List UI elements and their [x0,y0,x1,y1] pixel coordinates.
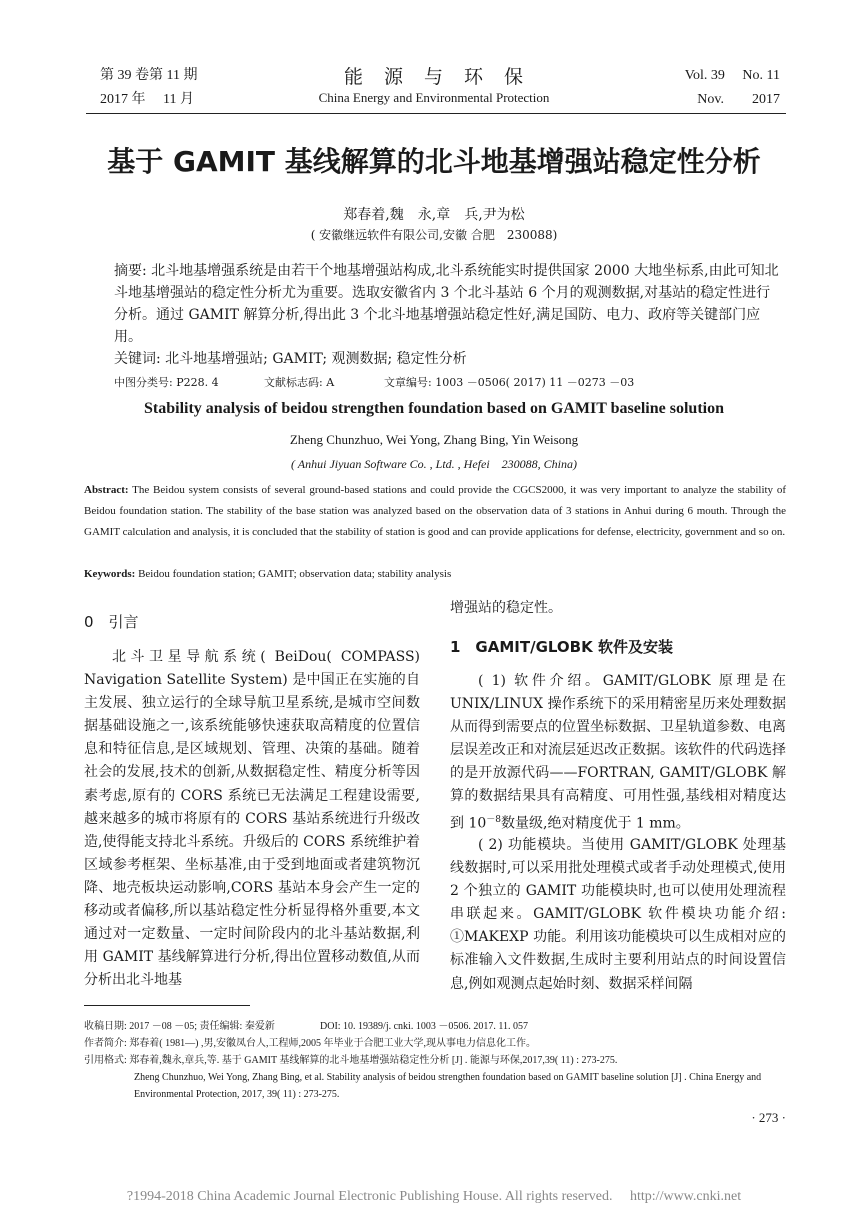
document-code: 文献标志码: A [264,376,335,389]
keywords-cn-text: 北斗地基增强站; GAMIT; 观测数据; 稳定性分析 [160,351,467,367]
section-1-paragraph-1-b: 数量级,绝对精度优于 1 mm。 [501,815,690,832]
issue-volume-en: Vol. 39 No. 11 [684,68,780,83]
keywords-en-label: Keywords: [84,568,136,580]
authors-cn: 郑春着,魏 永,章 兵,尹为松 [343,207,525,223]
section-1-paragraph-2: ( 2) 功能模块。当使用 GAMIT/GLOBK 处理基线数据时,可以采用批处理模式或者手动处理模式,使用 2 个独立的 GAMIT 功能模块时,也可以使用处理流程串联起来。GAMIT/GLOBK 软件模块功能介绍: ①MAKEXP 功能。利用该功能模块可以生成相对应的标准输入文件数据,生成时主要利用站点的时间设置信息,例如观测点起始时刻、数据采样间隔 [450,837,786,992]
abstract-en [84,480,786,543]
abstract-en-text: The Beidou system consists of several ground-based stations and could provide the CGCS2000, it was very important to analyze the stability of Beidou foundation station. The stability of the base station was analyzed based on the observation data of 3 stations in Anhui during 6 mouth. Through the GAMIT calculation and analysis, it is concluded that the stability of station is good and can provide applications for defense, electricity, government and so on. [84,484,786,538]
abstract-cn-text: 北斗地基增强系统是由若干个地基增强站构成,北斗系统能实时提供国家 2000 大地坐标系,由此可知北斗地基增强站的稳定性分析尤为重要。选取安徽省内 3 个北斗基站 6 个月的观测数据,对基站的稳定性进行分析。通过 GAMIT 解算分析,得出此 3 个北斗地基增强站稳定性好,满足国防、电力、政府等关键部门应用。 [114,263,779,345]
footnote-received: 收稿日期: 2017 －08 －05; 责任编辑: 秦爱新 [84,1021,275,1032]
footnote-author-bio: 作者简介: 郑春着( 1981—) ,男,安徽凤台人,工程师,2005 年毕业于合肥工业大学,现从事电力信息化工作。 [84,1038,536,1049]
header-rule [86,113,786,114]
journal-name-cn: 能 源 与 环 保 [343,66,524,88]
footnote-citation-en: Zheng Chunzhuo, Wei Yong, Zhang Bing, et al. Stability analysis of beidou strengthen foundation based on GAMIT baseline solution [J] . China Energy and Environmental Protection, 2017, 39( 11) : 273-275. [134,1072,762,1100]
footnote-citation-cn: 引用格式: 郑春着,魏永,章兵,等. 基于 GAMIT 基线解算的北斗地基增强站稳定性分析 [J] . 能源与环保,2017,39( 11) : 273-275. [84,1055,618,1066]
keywords-cn-label: 关键词: [114,351,161,367]
authors-en: Zheng Chunzhuo, Wei Yong, Zhang Bing, Yin Weisong [289,432,579,447]
keywords-en [84,564,786,585]
article-number: 文章编号: 1003 －0506( 2017) 11 －0273 －03 [384,376,635,389]
page-number: · 273 · [751,1110,786,1125]
section-1-superscript: －8 [486,814,501,825]
affiliation-cn: ( 安徽继远软件有限公司,安徽 合肥 230088) [310,228,558,242]
keywords-en-text: Beidou foundation station; GAMIT; observation data; stability analysis [135,568,452,580]
section-0-paragraph: 北斗卫星导航系统( BeiDou( COMPASS) Navigation Satellite System) 是中国正在实施的自主发展、独立运行的全球导航卫星系统,是城市空间数据基础设施之一,该系统能够快速获取高精度的位置信息和特征信息,是区域规划、管理、决策的基础。随着社会的发展,技术的创新,从数据稳定性、精度分析等因素考虑,原有的 CORS 系统已无法满足工程建设需要,越来越多的城市将原有的 CORS 基站系统进行升级改造,使得能支持北斗系统。升级后的 CORS 系统维护着区域参考框架、坐标基准,由于受到地面或者建筑物沉降、地壳板块运动影响,CORS 基站本身会产生一定的移动或者偏移,所以基站稳定性分析显得格外重要,本文通过对一定数量、一定时间阶段内的北斗基站数据,利用 GAMIT 基线解算进行分析,得出位置移动数值,从而分析出北斗地基 [84,649,420,989]
keywords-cn [114,348,784,370]
journal-name-en: China Energy and Environmental Protection [318,90,550,105]
clc-number: 中图分类号: P228. 4 [114,376,219,389]
paper-title-en: Stability analysis of beidou strengthen foundation based on GAMIT baseline solution [144,400,724,417]
section-1-paragraph-1-a: ( 1) 软件介绍。GAMIT/GLOBK 原理是在 UNIX/LINUX 操作系统下的采用精密星历来处理数据从而得到需要点的位置坐标数据、卫星轨道参数、电离层误差改正和对流层延迟改正数据。该软件的代码选择的是开放源代码——FORTRAN, GAMIT/GLOBK 解算的数据结果具有高精度、可用性强,基线相对精度达到 10 [450,673,786,832]
issue-date-cn: 2017 年 11 月 [100,92,194,107]
section-1-paragraph-1 [450,670,786,835]
section-1-heading: 1 GAMIT/GLOBK 软件及安装 [450,638,673,656]
column-2-continuation: 增强站的稳定性。 [450,600,562,616]
issue-volume-cn: 第 39 卷第 11 期 [100,68,198,83]
abstract-cn-label: 摘要: [114,263,147,279]
cnki-watermark: ?1994-2018 China Academic Journal Electronic Publishing House. All rights reserved. http://www.cnki.net [126,1189,742,1204]
abstract-en-label: Abstract: [84,484,129,496]
paper-title-cn: 基于 GAMIT 基线解算的北斗地基增强站稳定性分析 [107,145,761,178]
footnote-rule [84,1005,250,1006]
abstract-cn [114,260,784,348]
affiliation-en: ( Anhui Jiyuan Software Co. , Ltd. , Hefei 230088, China) [291,457,577,471]
footnote-doi: DOI: 10. 19389/j. cnki. 1003 －0506. 2017. 11. 057 [320,1021,528,1032]
issue-date-en: Nov. 2017 [697,92,780,107]
section-0-heading: 0 引言 [84,613,139,631]
